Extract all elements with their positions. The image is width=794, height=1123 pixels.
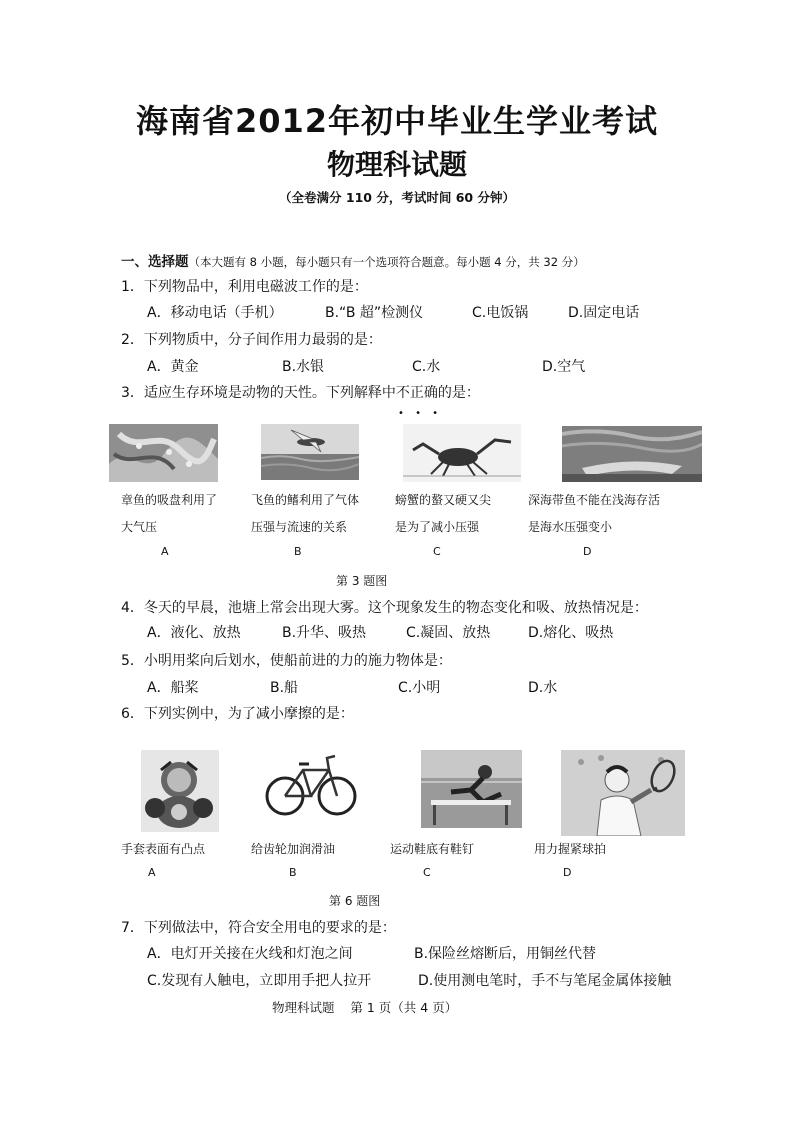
q3-letter-b: B xyxy=(294,545,302,558)
q3-caption-c-line2: 是为了减小压强 xyxy=(395,520,480,534)
q6-caption-a: 手套表面有凸点 xyxy=(121,842,206,856)
crab-photo xyxy=(403,424,521,482)
tennis-player-photo xyxy=(561,750,685,836)
exam-subtitle: 物理科试题 xyxy=(326,148,467,181)
q6-figure-caption: 第 6 题图 xyxy=(329,894,381,908)
q5-option-a: A．船桨 xyxy=(147,680,199,696)
deep-sea-fish-photo xyxy=(562,426,702,482)
q3-letter-a: A xyxy=(161,545,169,558)
q3-caption-d-line1: 深海带鱼不能在浅海存活 xyxy=(528,493,661,507)
q4-option-a: A．液化、放热 xyxy=(147,625,241,641)
q5-option-d: D.水 xyxy=(528,680,558,696)
section-instruction: （本大题有 8 小题，每小题只有一个选项符合题意。每小题 4 分，共 32 分） xyxy=(188,255,585,269)
section-heading xyxy=(121,250,585,270)
q1-option-a: A．移动电话（手机） xyxy=(147,305,283,321)
q6-caption-b: 给齿轮加润滑油 xyxy=(251,842,336,856)
q2-option-a: A．黄金 xyxy=(147,359,199,375)
octopus-photo xyxy=(109,424,218,482)
q6-letter-a: A xyxy=(148,866,156,879)
q5-option-c: C.小明 xyxy=(398,680,441,696)
page-footer: 物理科试题 第 1 页（共 4 页） xyxy=(272,1000,458,1015)
q7-option-d: D.使用测电笔时，手不与笔尾金属体接触 xyxy=(418,973,672,989)
q2-option-d: D.空气 xyxy=(542,359,586,375)
flying-fish-photo xyxy=(261,424,359,480)
q1-option-c: C.电饭锅 xyxy=(472,305,529,321)
q3-caption-b-line1: 飞鱼的鳍利用了气体 xyxy=(251,493,360,507)
q6-caption-c: 运动鞋底有鞋钉 xyxy=(390,842,475,856)
question-5-stem: 5．小明用桨向后划水，使船前进的力的施力物体是： xyxy=(121,653,452,669)
q6-caption-d: 用力握紧球拍 xyxy=(534,842,607,856)
q6-letter-d: D xyxy=(563,866,572,879)
q3-figure-caption: 第 3 题图 xyxy=(336,574,388,588)
goalkeeper-photo xyxy=(141,750,219,832)
q3-caption-c-line1: 螃蟹的螯又硬又尖 xyxy=(395,493,492,507)
q3-letter-c: C xyxy=(433,545,441,558)
q3-caption-b-line2: 压强与流速的关系 xyxy=(251,520,348,534)
q2-option-b: B.水银 xyxy=(282,359,325,375)
q4-option-b: B.升华、吸热 xyxy=(282,625,367,641)
q7-option-b: B.保险丝熔断后，用铜丝代替 xyxy=(414,946,597,962)
q7-option-a: A．电灯开关接在火线和灯泡之间 xyxy=(147,946,353,962)
question-6-stem: 6．下列实例中，为了减小摩擦的是： xyxy=(121,706,354,722)
q6-letter-b: B xyxy=(289,866,297,879)
exam-title: 海南省2012年初中毕业生学业考试 xyxy=(135,102,659,140)
bicycle-photo xyxy=(263,746,358,822)
q3-letter-d: D xyxy=(583,545,592,558)
exam-note: （全卷满分 110 分，考试时间 60 分钟） xyxy=(279,190,515,205)
question-2-stem: 2．下列物质中，分子间作用力最弱的是： xyxy=(121,332,382,348)
q4-option-d: D.熔化、吸热 xyxy=(528,625,614,641)
q3-caption-a-line2: 大气压 xyxy=(121,520,158,534)
hurdler-photo xyxy=(421,750,522,828)
question-7-stem: 7．下列做法中，符合安全用电的要求的是： xyxy=(121,920,396,936)
scan-dots: • • • xyxy=(398,408,443,419)
q2-option-c: C.水 xyxy=(412,359,441,375)
q1-option-d: D.固定电话 xyxy=(568,305,640,321)
q6-letter-c: C xyxy=(423,866,431,879)
q5-option-b: B.船 xyxy=(270,680,299,696)
q3-caption-d-line2: 是海水压强变小 xyxy=(528,520,613,534)
q1-option-b: B.“B 超”检测仪 xyxy=(325,305,424,321)
question-3-stem: 3．适应生存环境是动物的天性。下列解释中不正确的是： xyxy=(121,385,480,401)
q3-caption-a-line1: 章鱼的吸盘利用了 xyxy=(121,493,218,507)
q4-option-c: C.凝固、放热 xyxy=(406,625,491,641)
q7-option-c: C.发现有人触电，立即用手把人拉开 xyxy=(147,973,372,989)
section-title: 一、选择题 xyxy=(121,254,189,270)
question-4-stem: 4．冬天的早晨，池塘上常会出现大雾。这个现象发生的物态变化和吸、放热情况是： xyxy=(121,600,648,616)
question-1-stem: 1．下列物品中，利用电磁波工作的是： xyxy=(121,279,368,295)
